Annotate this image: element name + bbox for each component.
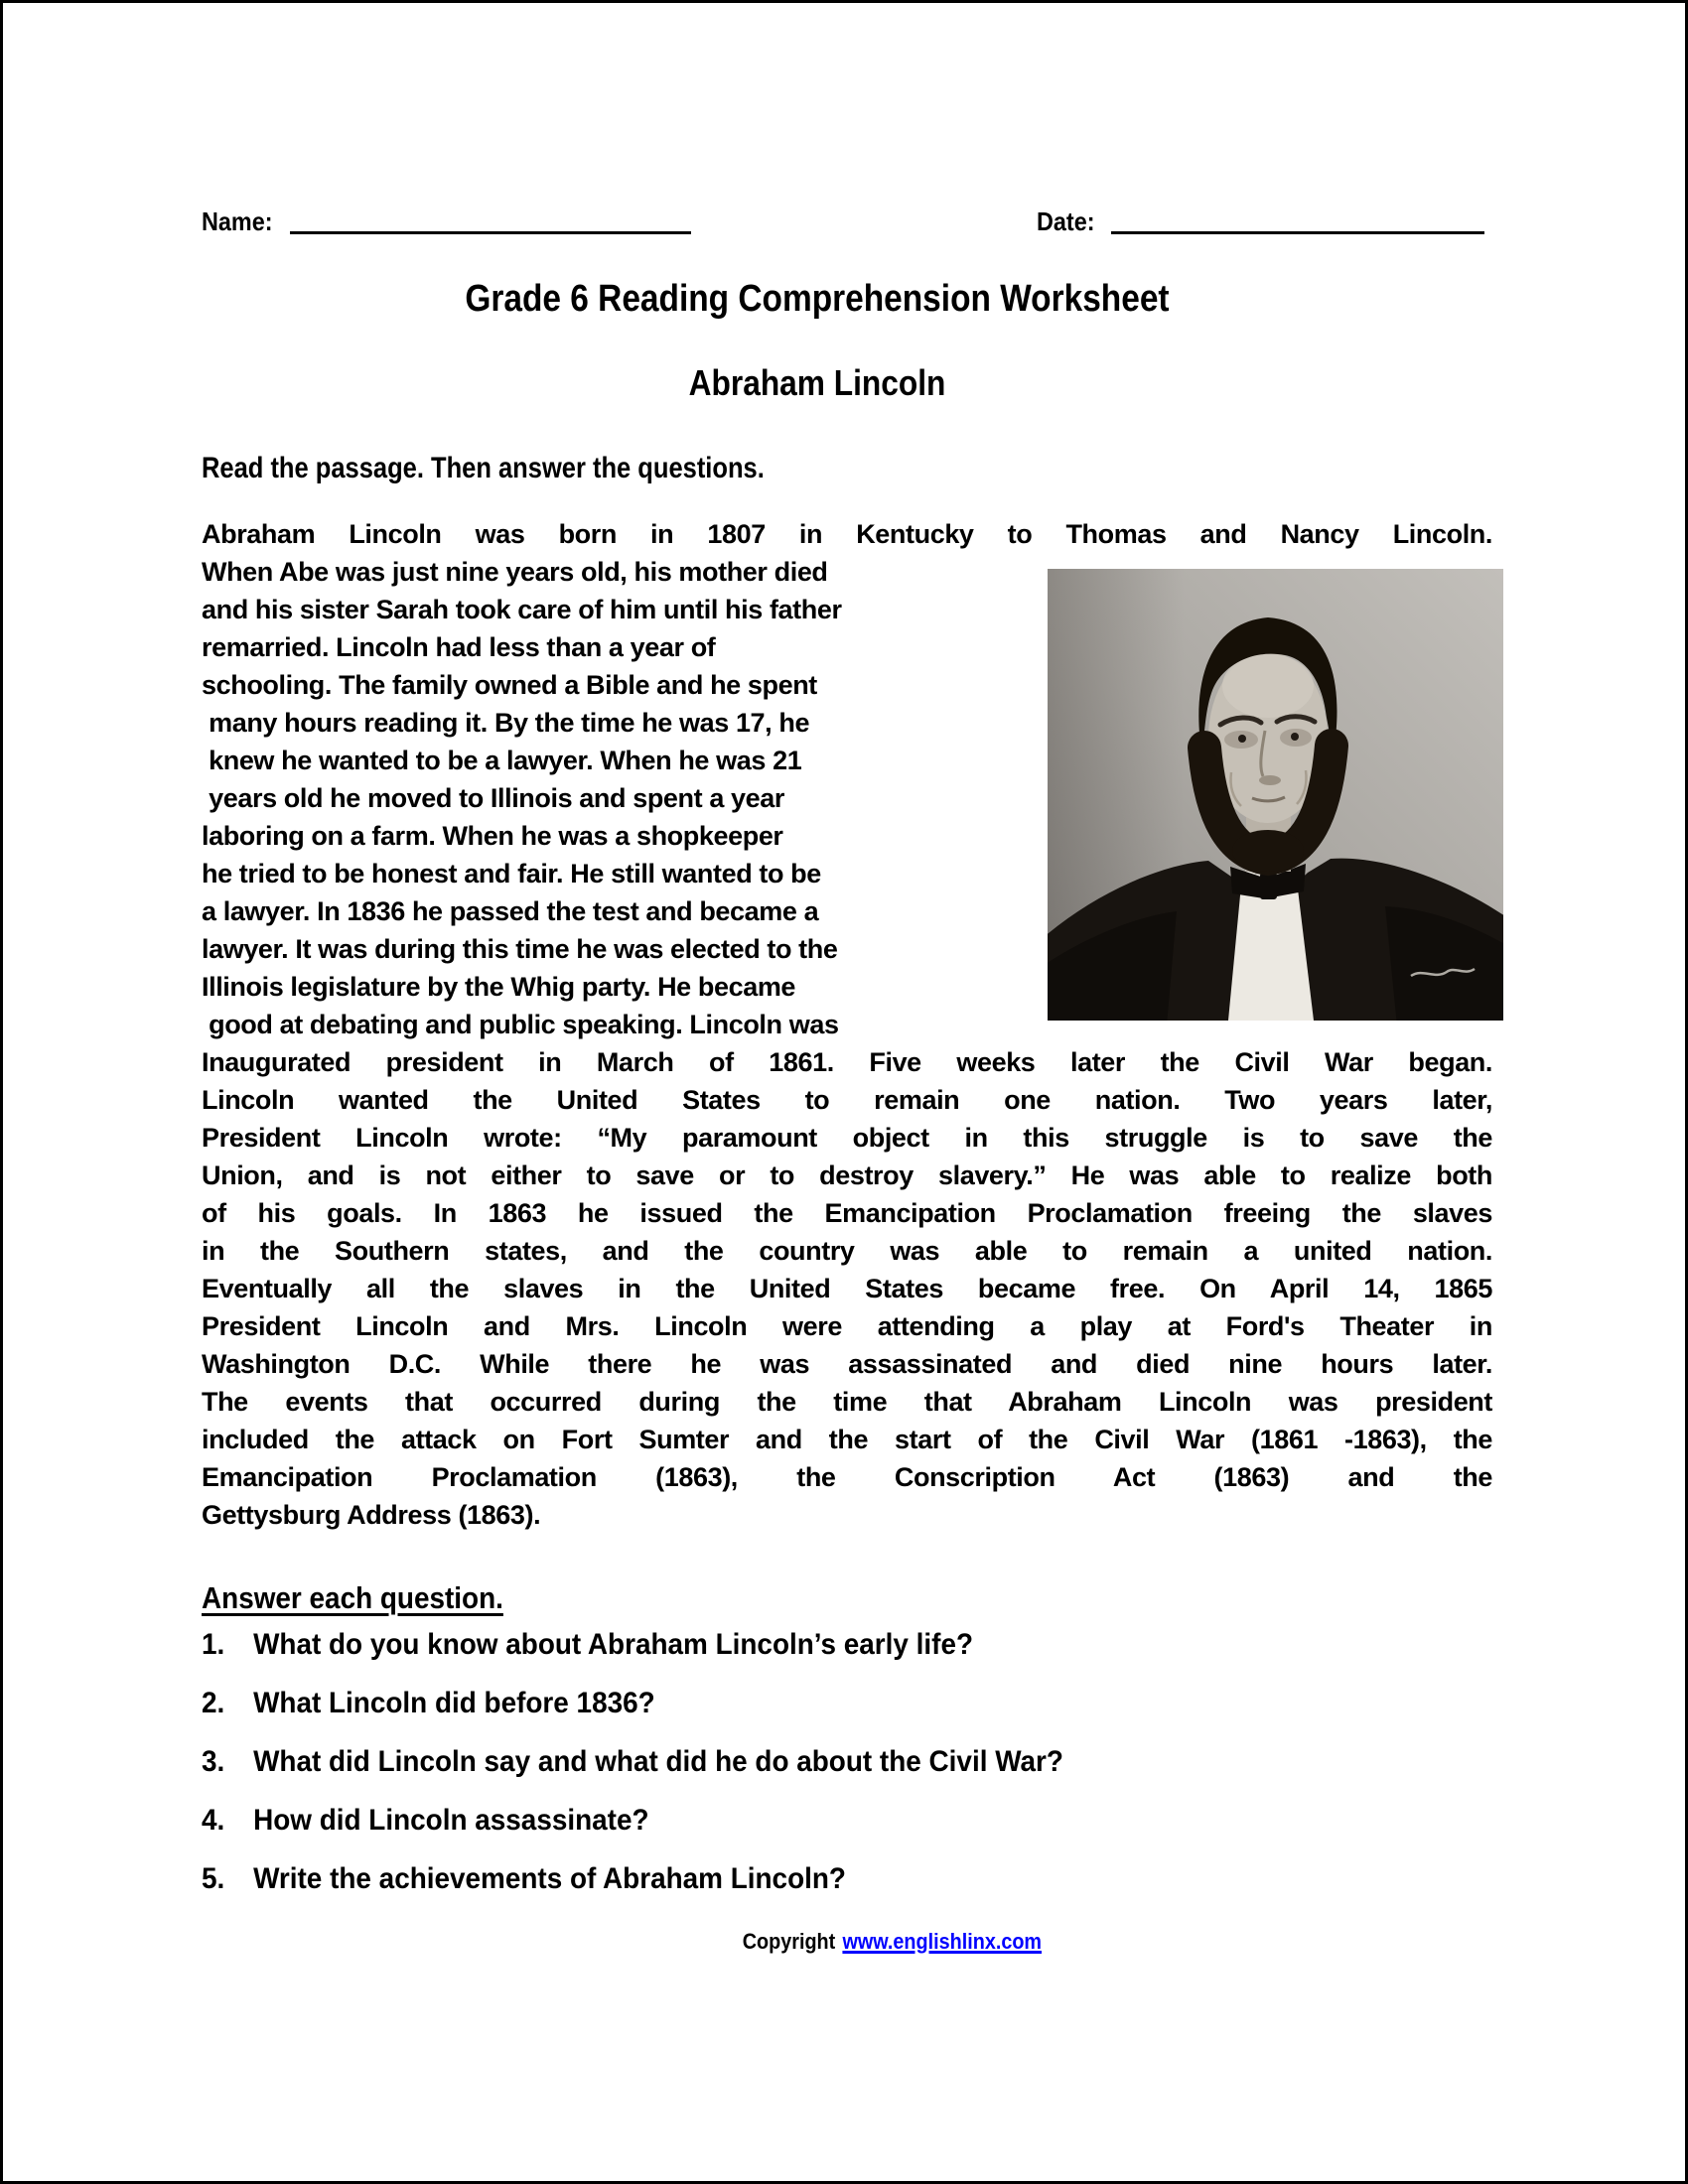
lincoln-portrait-photo bbox=[1048, 569, 1503, 1021]
questions-heading: Answer each question. bbox=[202, 1580, 503, 1615]
passage-line: Washington D.C. While there he was assassinated and died nine hours later. bbox=[202, 1349, 1492, 1379]
passage-line: Emancipation Proclamation (1863), the Conscription Act (1863) and the bbox=[202, 1462, 1492, 1492]
instruction-wrap bbox=[202, 452, 1492, 486]
question-number: 3. bbox=[202, 1745, 225, 1778]
passage-line: many hours reading it. By the time he was 17, he bbox=[202, 708, 810, 738]
question-number: 4. bbox=[202, 1804, 225, 1837]
passage-line: lawyer. It was during this time he was elected to the bbox=[202, 934, 838, 964]
passage-line: Lincoln wanted the United States to remain one nation. Two years later, bbox=[202, 1085, 1492, 1115]
question-item bbox=[202, 1626, 1402, 1664]
question-number: 2. bbox=[202, 1687, 225, 1719]
question-text: Write the achievements of Abraham Lincoln? bbox=[253, 1862, 846, 1895]
question-item bbox=[202, 1743, 1402, 1781]
question-number: 5. bbox=[202, 1862, 225, 1895]
date-blank-line bbox=[1111, 202, 1484, 234]
englishlinx-link[interactable]: www.englishlinx.com bbox=[842, 1929, 1042, 1954]
passage-line: laboring on a farm. When he was a shopkeeper bbox=[202, 821, 783, 851]
passage-line: The events that occurred during the time that Abraham Lincoln was president bbox=[202, 1387, 1492, 1417]
question-item bbox=[202, 1802, 1402, 1840]
lincoln-portrait-graphic bbox=[1048, 569, 1503, 1021]
name-label: Name: bbox=[202, 206, 273, 237]
passage-line: Eventually all the slaves in the United States became free. On April 14, 1865 bbox=[202, 1274, 1492, 1303]
page-subtitle: Abraham Lincoln bbox=[688, 362, 946, 403]
footer-inner bbox=[742, 1929, 1041, 1955]
questions-section bbox=[202, 1579, 1492, 1919]
question-text: What did Lincoln say and what did he do about the Civil War? bbox=[253, 1745, 1063, 1778]
passage-line: Abraham Lincoln was born in 1807 in Kentucky to Thomas and Nancy Lincoln. bbox=[202, 519, 1492, 549]
passage-line: a lawyer. In 1836 he passed the test and became a bbox=[202, 896, 819, 926]
passage-line: knew he wanted to be a lawyer. When he was 21 bbox=[202, 746, 802, 775]
passage-line: remarried. Lincoln had less than a year of bbox=[202, 632, 716, 662]
passage-line: included the attack on Fort Sumter and the start of the Civil War (1861 -1863), the bbox=[202, 1425, 1492, 1454]
date-field-group bbox=[1037, 202, 1484, 236]
question-number: 1. bbox=[202, 1628, 225, 1661]
copyright-label: Copyright bbox=[742, 1929, 835, 1954]
passage-line: Inaugurated president in March of 1861. Five weeks later the Civil War began. bbox=[202, 1047, 1492, 1077]
passage-line: Illinois legislature by the Whig party. He became bbox=[202, 972, 796, 1002]
passage-line: Gettysburg Address (1863). bbox=[202, 1500, 541, 1530]
name-field-group bbox=[202, 202, 691, 236]
question-text: What Lincoln did before 1836? bbox=[253, 1687, 655, 1719]
passage-line: President Lincoln wrote: “My paramount object in this struggle is to save the bbox=[202, 1123, 1492, 1153]
question-item bbox=[202, 1860, 1402, 1898]
questions-heading-row bbox=[202, 1579, 1492, 1626]
passage-line: he tried to be honest and fair. He still wanted to be bbox=[202, 859, 821, 888]
passage-line: of his goals. In 1863 he issued the Emancipation Proclamation freeing the slaves bbox=[202, 1198, 1492, 1228]
question-text: How did Lincoln assassinate? bbox=[253, 1804, 649, 1837]
date-label: Date: bbox=[1037, 206, 1095, 237]
passage-line: When Abe was just nine years old, his mother died bbox=[202, 557, 828, 587]
question-item bbox=[202, 1685, 1402, 1722]
question-text: What do you know about Abraham Lincoln’s early life? bbox=[253, 1628, 974, 1661]
subtitle-wrap bbox=[202, 363, 1433, 403]
header-row bbox=[202, 202, 1492, 249]
passage-line: in the Southern states, and the country was able to remain a united nation. bbox=[202, 1236, 1492, 1266]
passage-line: schooling. The family owned a Bible and he spent bbox=[202, 670, 817, 700]
instruction-text: Read the passage. Then answer the questions. bbox=[202, 452, 765, 484]
footer bbox=[202, 1929, 1492, 1955]
passage-line: Union, and is not either to save or to destroy slavery.” He was able to realize both bbox=[202, 1160, 1492, 1190]
name-blank-line bbox=[290, 202, 691, 234]
title-wrap bbox=[202, 279, 1433, 321]
passage-line: years old he moved to Illinois and spent a year bbox=[202, 783, 784, 813]
passage-line: and his sister Sarah took care of him until his father bbox=[202, 595, 842, 624]
passage-line: President Lincoln and Mrs. Lincoln were attending a play at Ford's Theater in bbox=[202, 1311, 1492, 1341]
page-title: Grade 6 Reading Comprehension Worksheet bbox=[465, 278, 1170, 320]
passage-line: good at debating and public speaking. Lincoln was bbox=[202, 1010, 839, 1039]
